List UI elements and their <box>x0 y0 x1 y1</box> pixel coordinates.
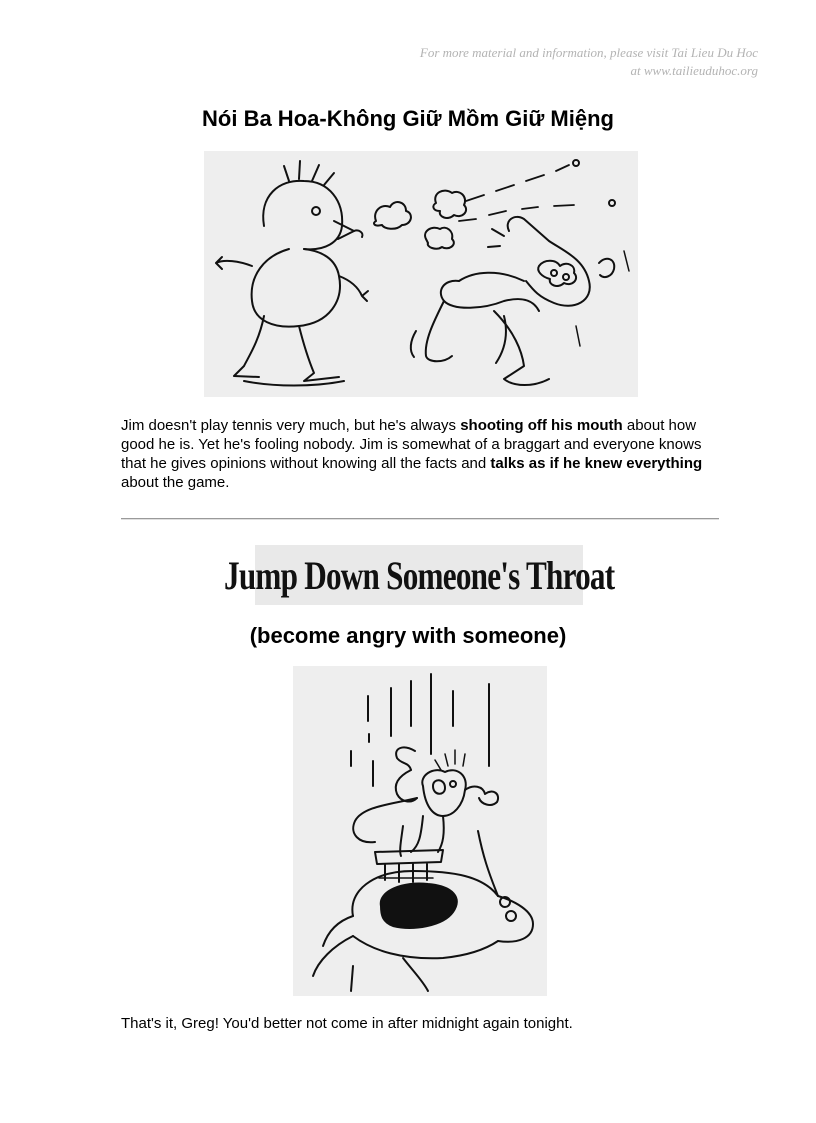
para-text-1: Jim doesn't play tennis very much, but he's always <box>121 417 461 434</box>
section-2-banner-text: Jump Down Someone's Throat <box>223 552 615 598</box>
para-text-2: about how good he is. Yet he's fooling nobody. Jim is somewhat of a braggart and everyone knows that he gives opinions without knowing all the facts and <box>121 417 702 472</box>
braggart-cartoon <box>204 151 638 397</box>
site-note-line-1: For more material and information, please visit Tai Lieu Du Hoc <box>419 45 758 60</box>
para-text-3: about the game. <box>121 474 230 491</box>
section-2-subtitle: (become angry with someone) <box>249 623 567 648</box>
site-note-line-2: at www.tailieuduhoc.org <box>630 63 758 78</box>
section-2-banner <box>223 545 615 605</box>
section-2-caption: That's it, Greg! You'd better not come in after midnight again tonight. <box>121 1015 573 1032</box>
site-note <box>238 44 758 80</box>
section-1-title: Nói Ba Hoa-Không Giữ Mồm Giữ Miệng <box>202 106 614 131</box>
section-divider <box>121 518 719 520</box>
idiom-shooting-off-his-mouth: shooting off his mouth <box>460 417 623 434</box>
angry-cartoon <box>293 666 547 996</box>
section-1-paragraph <box>121 416 721 492</box>
idiom-talks-as-if-he-knew-everything: talks as if he knew everything <box>490 455 703 472</box>
